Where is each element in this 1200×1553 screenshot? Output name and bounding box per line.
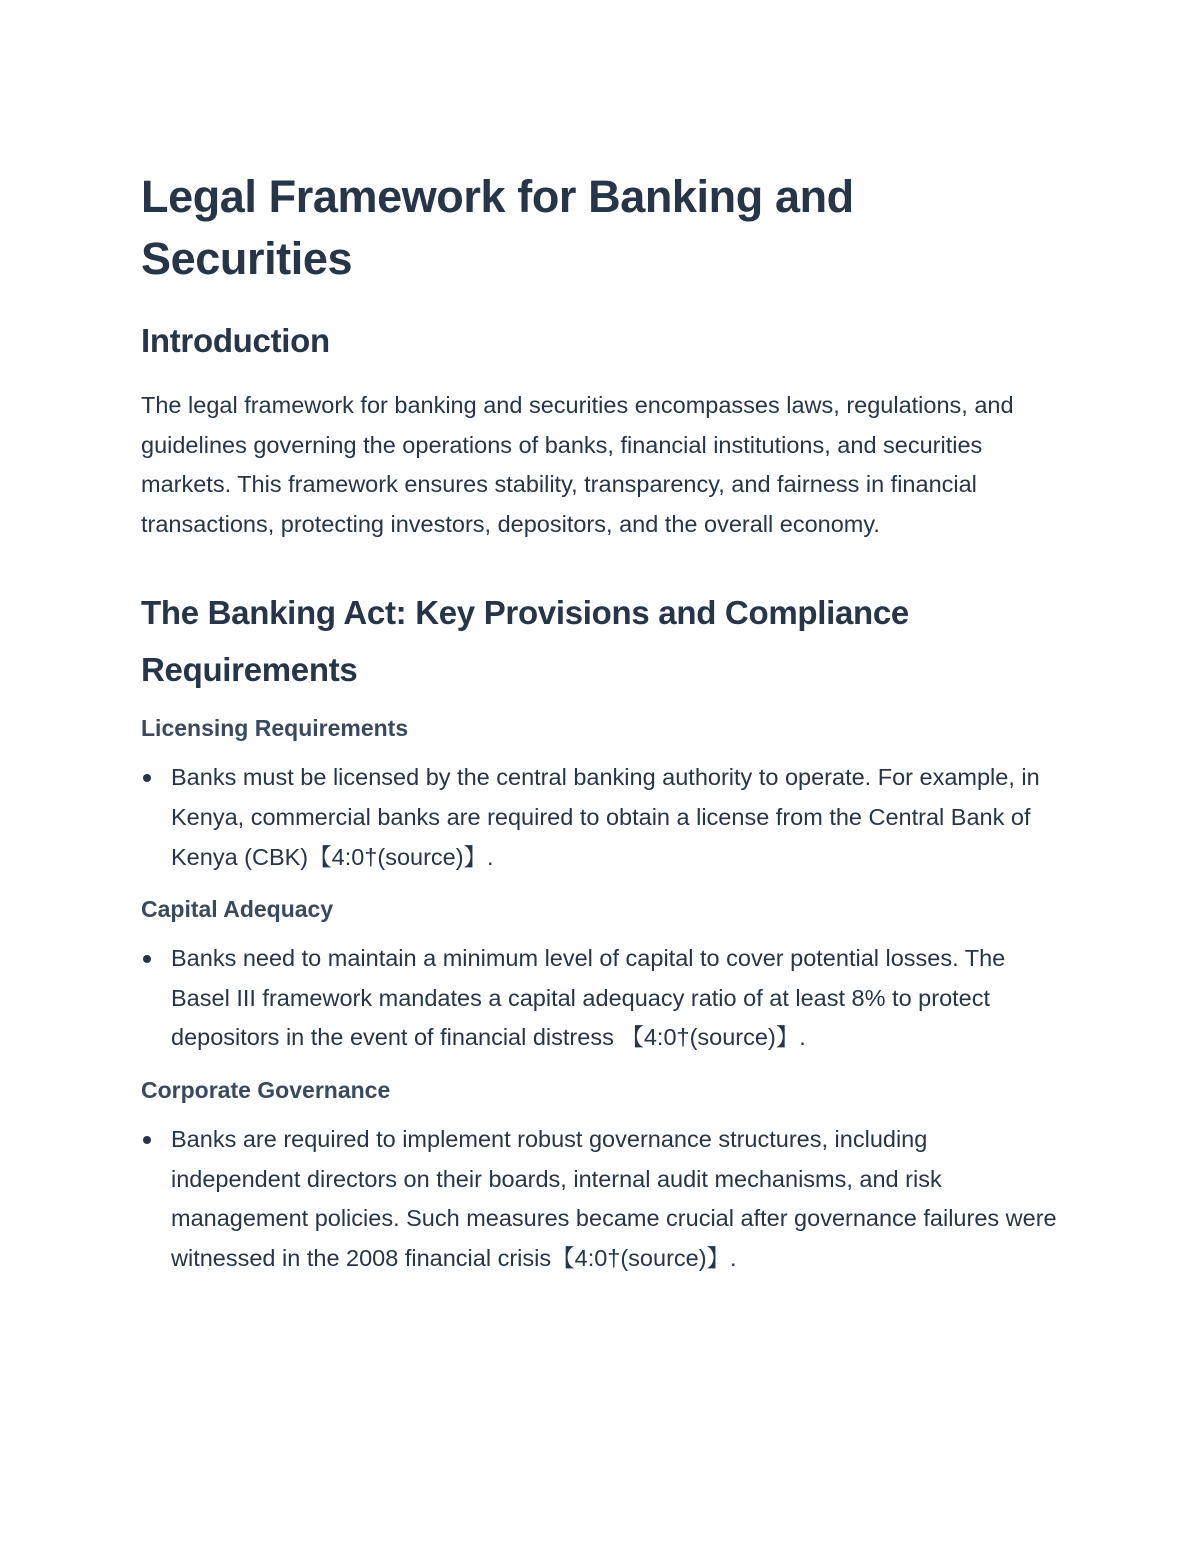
introduction-heading: Introduction <box>141 322 330 359</box>
licensing-requirements-heading: Licensing Requirements <box>141 715 409 742</box>
corporate-governance-list <box>141 1120 1061 1278</box>
capital-adequacy-list <box>141 939 1061 1058</box>
document-title: Legal Framework for Banking and Securities <box>141 171 854 284</box>
introduction-paragraph: The legal framework for banking and securities encompasses laws, regulations, and guidelines governing the operations of banks, financial institutions, and securities markets. This framework ensures stability, transparency, and fairness in financial transactions, protecting investors, depositors, and the overall economy. <box>141 392 1014 537</box>
corporate-governance-heading: Corporate Governance <box>141 1076 391 1103</box>
document-page <box>141 166 1061 1278</box>
list-item-text: Banks need to maintain a minimum level of capital to cover potential losses. The Basel III framework mandates a capital adequacy ratio of at least 8% to protect depositors in the event of financial distress 【4:0†(source)】. <box>171 945 1006 1051</box>
list-item <box>141 758 1061 877</box>
list-item-text: Banks must be licensed by the central banking authority to operate. For example, in Kenya, commercial banks are required to obtain a license from the Central Bank of Kenya (CBK)【4:0†(source)】. <box>171 764 1040 870</box>
banking-act-heading: The Banking Act: Key Provisions and Compliance Requirements <box>141 594 909 689</box>
list-item-text: Banks are required to implement robust governance structures, including independent directors on their boards, internal audit mechanisms, and risk management policies. Such measures became crucial after governance failures were witnessed in the 2008 financial crisis【4:0†(source)】. <box>171 1125 1057 1271</box>
licensing-requirements-list <box>141 758 1061 877</box>
bullet-icon <box>143 1136 151 1144</box>
list-item <box>141 1120 1061 1278</box>
capital-adequacy-heading: Capital Adequacy <box>141 896 334 923</box>
bullet-icon <box>143 774 151 782</box>
bullet-icon <box>143 955 151 963</box>
list-item <box>141 939 1061 1058</box>
